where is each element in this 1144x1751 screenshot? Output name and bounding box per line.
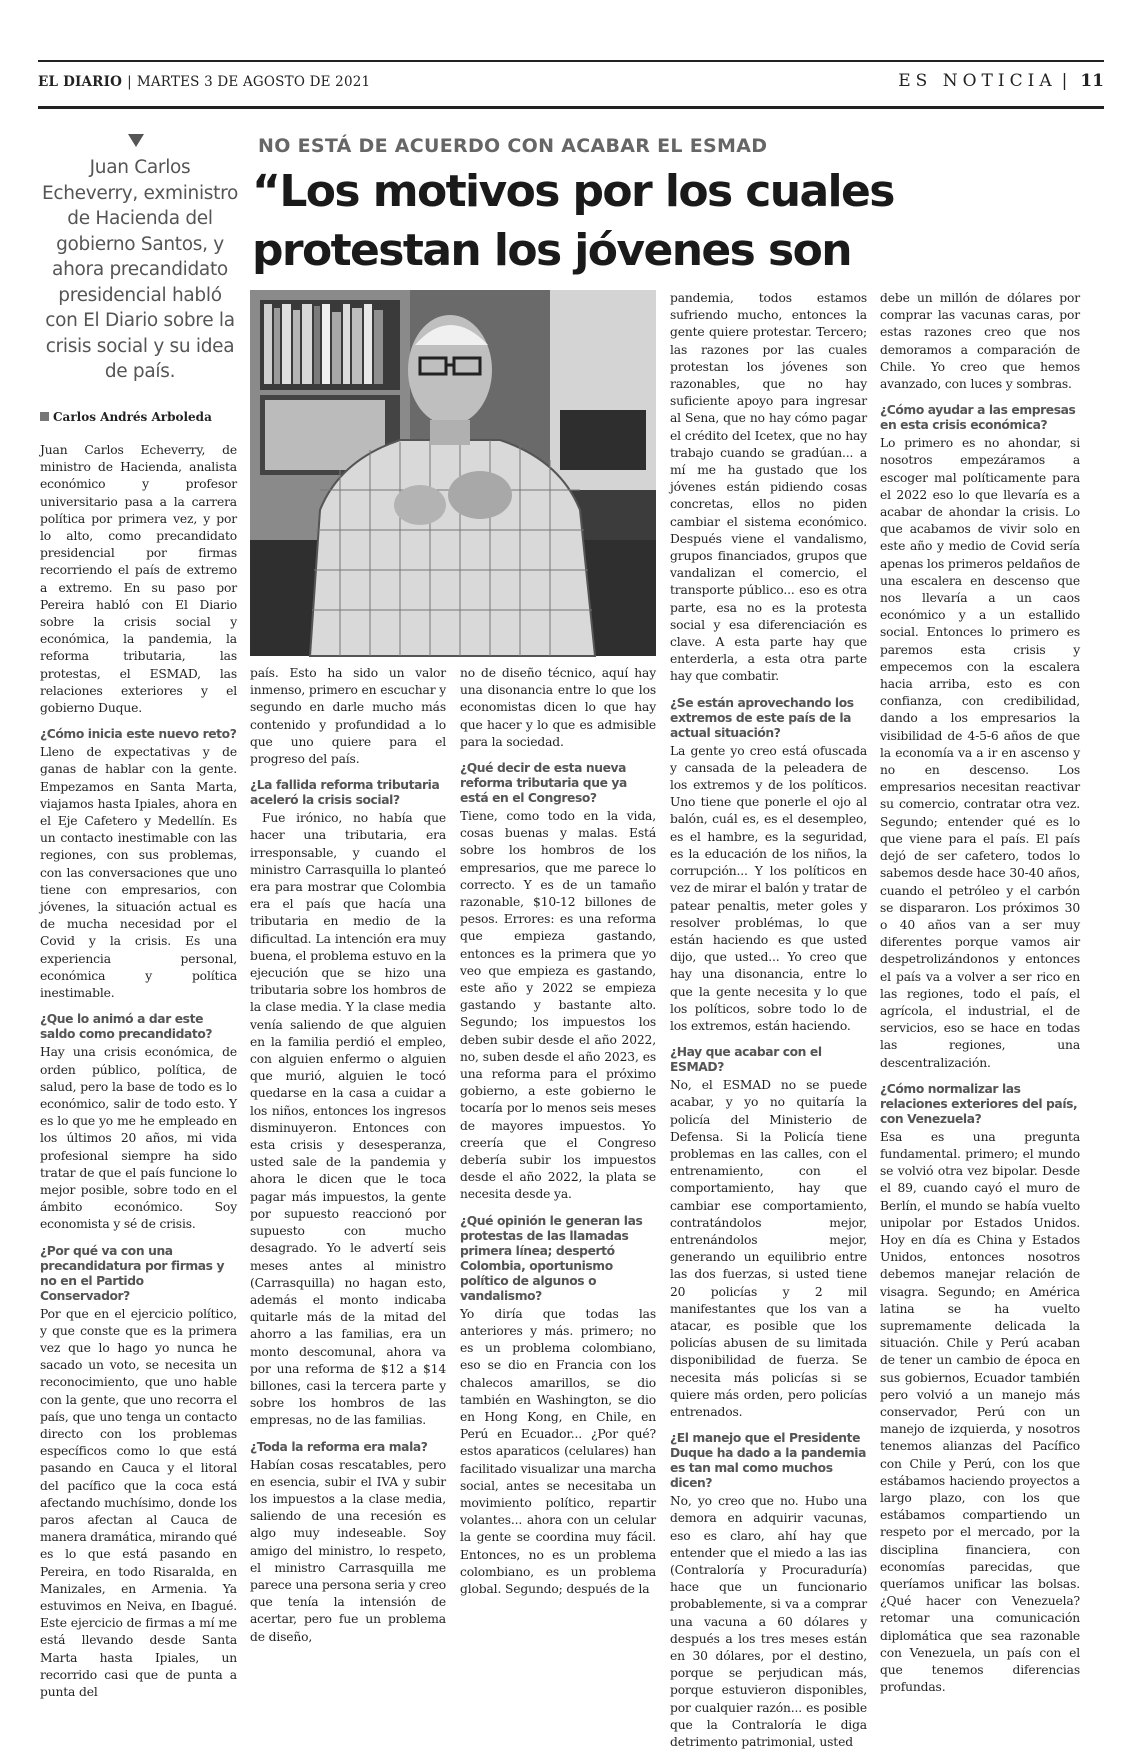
section-name: ES NOTICIA bbox=[898, 71, 1057, 91]
answer-paragraph: no de diseño técnico, aquí hay una disonancia entre lo que los economistas dicen lo que hay que hacer y lo que es admisible para la sociedad. bbox=[460, 666, 656, 749]
answer-paragraph: debe un millón de dólares por comprar las vacunas caras, por estas razones creo que nos demoramos a comparación de Chile. Yo creo que hemos avanzado, con luces y sombras. bbox=[880, 291, 1080, 392]
question-heading: ¿Cómo normalizar las relaciones exteriores del país, con Venezuela? bbox=[880, 1081, 1078, 1126]
answer-paragraph: Esa es una pregunta fundamental. primero; el mundo se volvió otra vez bipolar. Desde el 89, cuando cayó el muro de Berlín, el mundo se había vuelto unipolar por Estados Unidos. Hoy en día es China y Estados Unidos, entonces nosotros debemos manejar relación de visagra. Segundo; en América latina se ha vuelto supremamente delicada la situación. Chile y Perú acaban de tener un cambio de época en sus gobiernos, Ecuador también pero volvió a un manejo más conservador, Perú con un manejo de izquierda, y nosotros tenemos alianzas del Pacífico con Chile y Perú, con los que estábamos haciendo proyectos a largo plazo, con los que estábamos compartiendo un respeto por el mercado, por la disciplina financiera, con economías parecidas, que queríamos unificar las bolsas. ¿Qué hacer con Venezuela? retomar una comunicación diplomática que sea razonable con Venezuela, un país con el que tenemos diferencias profundas. bbox=[880, 1129, 1080, 1695]
qa-block bbox=[880, 1082, 1080, 1697]
answer-paragraph: Fue irónico, no había que hacer una tributaria, era irresponsable, y cuando el ministro Carrasquilla lo planteó era para mostrar que Colombia era el país que hacía una tributaria en medio de la dificultad. La intención era muy buena, el problema estuvo en la ejecución que se hizo una tributaria sobre los hombros de la clase media. Y la clase media venía saliendo de que alguien en la familia perdió el empleo, con alguien enfermo o alguien que murió, alguien le tocó quedarse en la casa a cuidar a los niños, entonces los ingresos disminuyeron. Entonces con esta crisis y desesperanza, usted sale de la pandemia y ahora le dicen que le toca pagar más impuestos, la gente por supuesto reaccionó por supuesto con mucho desagrado. Yo le advertí seis meses antes al ministro (Carrasquilla) no hagan esto, además el monto indicaba quitarle más de la mitad del ahorro a las familias, era un monto descomunal, ahora va por una reforma de $12 a $14 billones, casi la tercera parte y sobre los hombros de las empresas, no de las familias. bbox=[250, 811, 446, 1428]
photo-illustration bbox=[250, 290, 656, 656]
qa-block bbox=[40, 1244, 237, 1702]
answer-paragraph: Hay una crisis económica, de orden público, política, de salud, pero la base de todo es lo económico, salir de todo esto. Y es lo que yo me he empleado en los últimos 20 años, mi vida profesional siempre ha sido tratar de que el país funcione lo mejor posible, sobre todo en el ámbito económico. Soy economista y sé de crisis. bbox=[40, 1045, 237, 1232]
qa-block bbox=[880, 403, 1080, 1072]
article-kicker: NO ESTÁ DE ACUERDO CON ACABAR EL ESMAD bbox=[258, 135, 768, 157]
newspaper-name: EL DIARIO bbox=[38, 74, 123, 90]
article-column-4 bbox=[670, 290, 868, 1750]
answer-paragraph: Lo primero es no ahondar, si nosotros empezáramos a escoger mal políticamente para el 2022 eso lo que llevaría es a acabar de ahondar la crisis. Lo que acabamos de vivir solo en este año y medio de Covid sería apenas los primeros peldaños de una escalera en descenso que nos llevaría a un caos económico y a un estallido social. Entonces lo primero es paremos esta crisis y empecemos con la escalera hacia arriba, esto es con confianza, con credibilidad, dando a los empresarios la visibilidad de 4-5-6 años de que la economía va a ir en ascenso y no en descenso. Los empresarios necesitan reactivar su comercio, contratar otra vez. Segundo; entender qué es lo que viene para el país. El país dejó de ser cafetero, todos lo sabemos desde hace 30-40 años, cuando el petróleo y el carbón se dispararon. Los próximos 30 o 40 años van a ser muy diferentes porque vamos air despetrolizándonos y entonces el país va a volver a ser rico en las regiones, todo el país, el agrícola, el industrial, el de servicios, eso se hace en todas las regiones, una descentralización. bbox=[880, 436, 1080, 1070]
qa-block bbox=[40, 1012, 237, 1233]
qa-block bbox=[250, 778, 446, 1429]
answer-paragraph: Yo diría que todas las anteriores y más. primero; no es un problema colombiano, eso se dio en Francia con los chalecos amarillos, se dio también en Washington, se dio en Hong Kong, en Chile, en Perú en Ecuador... ¿Por qué? estos aparaticos (celulares) han facilitado visualizar una marcha social, antes se necesitaba un movimiento político, repartir volantes... ahora con un celular la gente se coordina muy fácil. Entonces, no es un problema colombiano, es un problema global. Segundo; después de la bbox=[460, 1306, 656, 1596]
qa-block bbox=[250, 1440, 446, 1646]
header-left: EL DIARIO | MARTES 3 DE AGOSTO DE 2021 bbox=[38, 74, 371, 90]
header-right: ES NOTICIA | 11 bbox=[898, 71, 1104, 91]
question-heading: ¿Que lo animó a dar este saldo como precandidato? bbox=[40, 1012, 213, 1042]
qa-block bbox=[460, 1214, 656, 1598]
question-heading: ¿Qué opinión le generan las protestas de las llamadas primera línea; despertó Colombia, oportunismo político de algunos o vandalismo? bbox=[460, 1213, 643, 1303]
question-heading: ¿El manejo que el Presidente Duque ha dado a la pandemia es tan mal como muchos dicen? bbox=[670, 1431, 867, 1491]
article-summary: Juan Carlos Echeverry, exministro de Hacienda del gobierno Santos, y ahora precandidato presidencial habló con El Diario sobre la crisis social y su idea de país. bbox=[41, 157, 239, 382]
question-heading: ¿Qué decir de esta nueva reforma tributaria que ya está en el Congreso? bbox=[460, 761, 627, 806]
question-heading: ¿Cómo inicia este nuevo reto? bbox=[40, 727, 237, 742]
issue-date: MARTES 3 DE AGOSTO DE 2021 bbox=[136, 74, 371, 90]
summary-arrow-icon bbox=[128, 134, 144, 147]
article-headline: “Los motivos por los cuales protestan los jóvenes son bbox=[252, 166, 894, 276]
answer-paragraph: La gente yo creo está ofuscada y cansada de la peleadera de los extremos y de los políticos. Uno tiene que ponerle el ojo al balón, cuál es, es el desempleo, es el hambre, es la seguridad, es la educación de los niños, la corrupción... Y los políticos en vez de mirar el balón y tratar de patear penaltis, meter goles y resolver problémas, lo que están haciendo es que usted dijo, que usted... Yo creo que hay una disonancia, entre lo que la gente necesita y lo que los políticos, sobre todo lo de los extremos, están haciendo. bbox=[670, 743, 868, 1033]
question-heading: ¿Se están aprovechando los extremos de este país de la actual situación? bbox=[670, 695, 854, 740]
article-column-5 bbox=[880, 290, 1080, 1695]
answer-paragraph: Habían cosas rescatables, pero en esencia, subir el IVA y subir los impuestos a la clase media, saliendo de una recesión es algo muy indeseable. Soy amigo del ministro, lo respeto, el ministro Carrasquilla me parece una persona seria y creo que tenía la intensión de acertar, pero fue un problema de diseño, bbox=[250, 1457, 446, 1644]
answer-paragraph: Lleno de expectativas y de ganas de hablar con la gente. Empezamos en Santa Marta, viajamos hasta Ipiales, ahora en el Eje Cafetero y Medellín. Es un contacto inestimable con las regiones, con sus problemas, con las conversaciones que uno tiene con empresarios, con jóvenes, la situación actual es de mucha necesidad por el Covid y la crisis. Es una experiencia personal, económica y política inestimable. bbox=[40, 745, 237, 1001]
article-column-1 bbox=[40, 442, 237, 1699]
qa-block bbox=[460, 761, 656, 1204]
question-heading: ¿Por qué va con una precandidatura por firmas y no en el Partido Conservador? bbox=[40, 1243, 225, 1303]
qa-block bbox=[670, 696, 867, 1035]
qa-block bbox=[40, 727, 237, 1002]
answer-paragraph: Tiene, como todo en la vida, cosas buenas y malas. Está sobre los hombros de los empresarios, que me parece lo correcto. Y es de un tamaño razonable, $10-12 billones de pesos. Errores: es una reforma que empieza gastando, entonces es la primera que yo veo que empieza es gastando, este año y 2022 se empieza gastando y bastante alto. Segundo; los impuestos los deben subir desde el año 2022, no, suben desde el año 2023, es una reforma para el próximo gobierno, a este gobierno le tocaría por lo menos seis meses de mayores impuestos. Yo creería que el Congreso debería subir los impuestos desde el año 2022, la plata se necesita desde ya. bbox=[460, 809, 656, 1202]
question-heading: ¿Hay que acabar con el ESMAD? bbox=[670, 1045, 822, 1075]
question-heading: ¿Cómo ayudar a las empresas en esta crisis económica? bbox=[880, 403, 1076, 433]
byline-author: Carlos Andrés Arboleda bbox=[53, 410, 212, 424]
page-number: 11 bbox=[1080, 71, 1104, 91]
question-heading: ¿Toda la reforma era mala? bbox=[250, 1439, 428, 1454]
qa-block bbox=[670, 1431, 867, 1751]
article-column-3 bbox=[460, 665, 656, 1596]
article-intro: Juan Carlos Echeverry, de ministro de Hacienda, analista económico y profesor universitario pasa a la carrera política por primera vez, y por lo alto, como precandidato presidencial por firmas recorriendo el país de extremo a extremo. En su paso por Pereira habló con El Diario sobre la crisis social y económica, la pandemia, la reforma tributaria, las protestas, el ESMAD, las relaciones exteriores y el gobierno Duque. bbox=[40, 443, 237, 716]
byline-square-icon bbox=[40, 412, 49, 421]
answer-paragraph: pandemia, todos estamos sufriendo mucho, entonces la gente quiere protestar. Tercero; las razones por las cuales protestan los jóvenes son razonables, que no hay suficiente apoyo para ingresar al Sena, que no hay cómo pagar el crédito del Icetex, que no hay trabajo cuando se gradúan... a mí me ha gustado que los jóvenes están pidiendo cosas concretas, ellos no piden cambiar el sistema económico. Después viene el vandalismo, grupos financiados, grupos que vandalizan el comercio, el transporte público... eso es otra parte, esa no es la protesta social y esa diferenciación es clave. A esta parte hay que enterderla, a esta otra parte hay que combatir. bbox=[670, 291, 867, 684]
interview-photo bbox=[250, 290, 656, 656]
page-header bbox=[38, 60, 1104, 109]
article-column-2 bbox=[250, 665, 446, 1644]
answer-paragraph: país. Esto ha sido un valor inmenso, primero en escuchar y segundo en darle mucho más contenido y profundidad a lo que uno quiere para el progreso del país. bbox=[250, 666, 446, 767]
answer-paragraph: No, yo creo que no. Hubo una demora en adquirir vacunas, eso es claro, ahí hay que entender que el miedo a las ias (Contraloría y Procuraduría) hace que un funcionario probablemente, si va a comprar una vacuna a 60 dólares y después a los tres meses están en 30 dólares, por el destino, porque se perjudican más, porque estuvieron disponibles, por cualquier razón... es posible que la Contraloría le diga detrimento patrimonial, usted bbox=[670, 1494, 867, 1750]
qa-block bbox=[670, 1045, 867, 1421]
answer-paragraph: No, el ESMAD no se puede acabar, y yo no quitaría la policía del Ministerio de Defensa. Si la Policía tiene problemas en las calles, con el entrenamiento, con el comportamiento, hay que cambiar ese comportamiento, contratándolos mejor, entrenándolos mejor, generando un equilibrio entre las dos fuerzas, si usted tiene 20 policías y 2 mil manifestantes que los van a atacar, es posible que los policías abusen de su limitada disponibilidad de fuerza. Se necesita más policías si se quiere más orden, pero policías entrenados. bbox=[670, 1078, 867, 1419]
byline bbox=[40, 410, 212, 424]
answer-paragraph: Por que en el ejercicio político, y que conste que es la primera vez que lo hago yo nunca he sacado un voto, se necesita un reconocimiento, que uno hable con la gente, que uno recorra el país, que uno tenga un contacto directo con los problemas específicos como lo que está pasando en Cauca y el litoral del pacífico que la coca está afectando muchísimo, donde los paros afectan al Cauca de manera dramática, mirando qué es lo que está pasando en Pereira, en todo Risaralda, en Manizales, en Armenia. Ya estuvimos en Neiva, en Ibagué. Este ejercicio de firmas a mí me está llevando desde Santa Marta hasta Ipiales, un recorrido casi que de punta a punta del bbox=[40, 1306, 237, 1699]
question-heading: ¿La fallida reforma tributaria aceleró la crisis social? bbox=[250, 778, 440, 808]
